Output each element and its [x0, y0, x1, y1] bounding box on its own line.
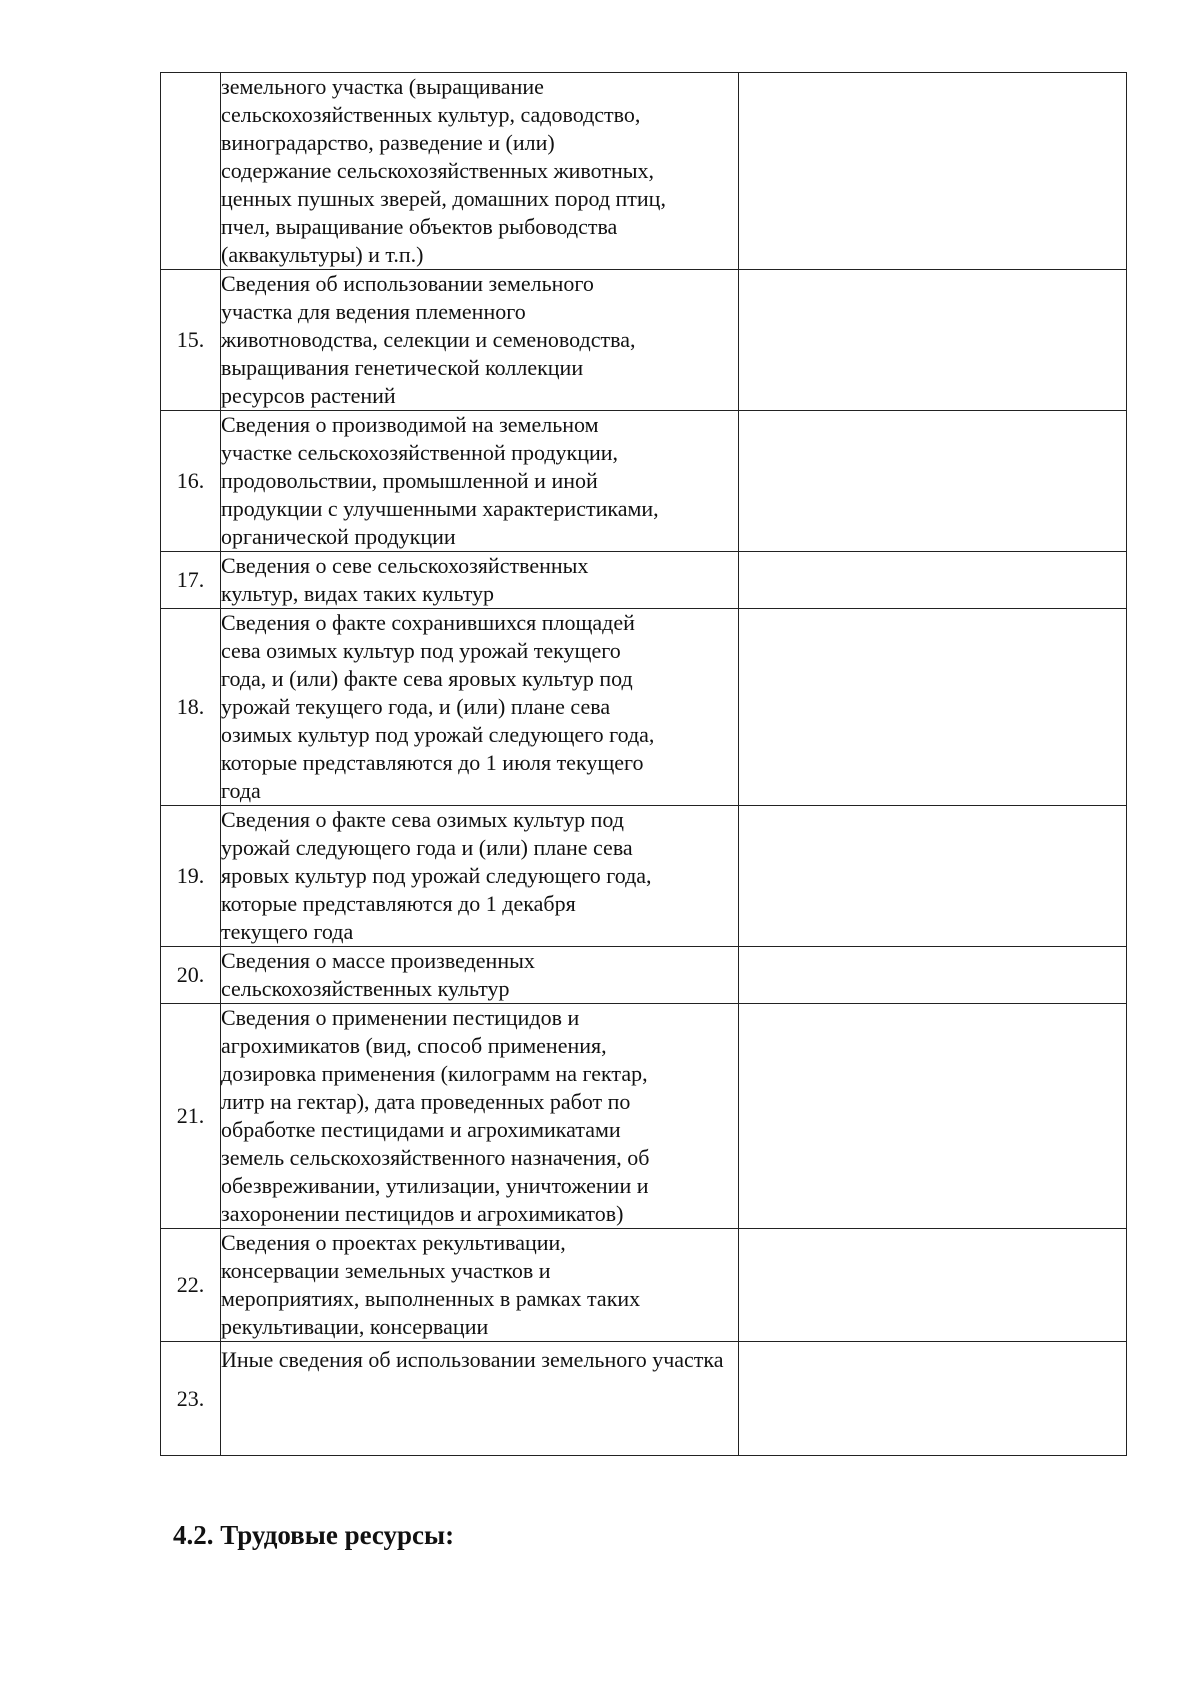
row-number: 22. — [161, 1229, 221, 1342]
description-line: (аквакультуры) и т.п.) — [221, 242, 424, 267]
description-line: рекультивации, консервации — [221, 1314, 489, 1339]
table-row — [161, 270, 1127, 411]
description-line: текущего года — [221, 919, 354, 944]
description-line: участке сельскохозяйственной продукции, — [221, 440, 619, 465]
row-value-cell[interactable] — [739, 1229, 1127, 1342]
row-value-cell[interactable] — [739, 270, 1127, 411]
description-line: года — [221, 778, 261, 803]
row-number: 23. — [161, 1342, 221, 1456]
row-description — [221, 73, 739, 270]
description-line: Сведения о массе произведенных — [221, 948, 535, 973]
land-use-table — [160, 72, 1127, 1456]
description-line: выращивания генетической коллекции — [221, 355, 584, 380]
description-line: литр на гектар), дата проведенных работ по — [221, 1089, 631, 1114]
description-line: обработке пестицидами и агрохимикатами — [221, 1117, 621, 1142]
table-row — [161, 1229, 1127, 1342]
description-line: пчел, выращивание объектов рыбоводства — [221, 214, 618, 239]
row-number: 17. — [161, 552, 221, 609]
table-row — [161, 411, 1127, 552]
section-heading: 4.2. Трудовые ресурсы: — [173, 1520, 455, 1550]
table-row — [161, 947, 1127, 1004]
description-line: земельного участка (выращивание — [221, 74, 544, 99]
description-line: которые представляются до 1 июля текущего — [221, 750, 644, 775]
row-number — [161, 73, 221, 270]
row-description — [221, 1342, 739, 1456]
description-line: продукции с улучшенными характеристиками, — [221, 496, 659, 521]
description-line: виноградарство, разведение и (или) — [221, 130, 555, 155]
description-line: сельскохозяйственных культур, садоводство, — [221, 102, 641, 127]
row-number: 19. — [161, 806, 221, 947]
description-line: Сведения о факте сохранившихся площадей — [221, 610, 635, 635]
row-number: 18. — [161, 609, 221, 806]
description-line: Сведения о применении пестицидов и — [221, 1005, 580, 1030]
description-line: Сведения о проектах рекультивации, — [221, 1230, 566, 1255]
row-description — [221, 609, 739, 806]
description-line: ресурсов растений — [221, 383, 396, 408]
row-value-cell[interactable] — [739, 947, 1127, 1004]
description-line: озимых культур под урожай следующего года, — [221, 722, 655, 747]
description-line: ценных пушных зверей, домашних пород птиц, — [221, 186, 666, 211]
description-line: обезвреживании, утилизации, уничтожении и — [221, 1173, 649, 1198]
description-text: Иные сведения об использовании земельного участка — [221, 1347, 724, 1372]
description-line: дозировка применения (килограмм на гектар, — [221, 1061, 648, 1086]
description-line: Сведения о производимой на земельном — [221, 412, 599, 437]
table-row — [161, 609, 1127, 806]
description-line: Сведения об использовании земельного — [221, 271, 594, 296]
row-number: 20. — [161, 947, 221, 1004]
row-value-cell[interactable] — [739, 552, 1127, 609]
description-line: животноводства, селекции и семеноводства, — [221, 327, 636, 352]
description-line: участка для ведения племенного — [221, 299, 526, 324]
description-line: содержание сельскохозяйственных животных, — [221, 158, 655, 183]
row-description — [221, 947, 739, 1004]
row-description — [221, 806, 739, 947]
table-row — [161, 73, 1127, 270]
description-line: агрохимикатов (вид, способ применения, — [221, 1033, 607, 1058]
row-description — [221, 1229, 739, 1342]
row-value-cell[interactable] — [739, 1004, 1127, 1229]
table-row — [161, 806, 1127, 947]
row-number: 16. — [161, 411, 221, 552]
description-line: которые представляются до 1 декабря — [221, 891, 576, 916]
table-row — [161, 1004, 1127, 1229]
table-row — [161, 552, 1127, 609]
description-line: органической продукции — [221, 524, 456, 549]
row-number: 21. — [161, 1004, 221, 1229]
description-line: урожай текущего года, и (или) плане сева — [221, 694, 611, 719]
description-line: яровых культур под урожай следующего года, — [221, 863, 652, 888]
row-value-cell[interactable] — [739, 806, 1127, 947]
description-line: урожай следующего года и (или) плане сева — [221, 835, 633, 860]
description-line: года, и (или) факте сева яровых культур под — [221, 666, 633, 691]
description-line: земель сельскохозяйственного назначения, об — [221, 1145, 650, 1170]
row-description — [221, 1004, 739, 1229]
description-line: Сведения о факте сева озимых культур под — [221, 807, 624, 832]
description-line: Сведения о севе сельскохозяйственных — [221, 553, 589, 578]
description-line: культур, видах таких культур — [221, 581, 495, 606]
description-line: продовольствии, промышленной и иной — [221, 468, 598, 493]
table-row — [161, 1342, 1127, 1456]
row-value-cell[interactable] — [739, 73, 1127, 270]
row-value-cell[interactable] — [739, 1342, 1127, 1456]
row-number: 15. — [161, 270, 221, 411]
description-line: сева озимых культур под урожай текущего — [221, 638, 621, 663]
row-description — [221, 270, 739, 411]
row-value-cell[interactable] — [739, 411, 1127, 552]
description-line: сельскохозяйственных культур — [221, 976, 510, 1001]
row-description — [221, 411, 739, 552]
row-description — [221, 552, 739, 609]
row-value-cell[interactable] — [739, 609, 1127, 806]
description-line: захоронении пестицидов и агрохимикатов) — [221, 1201, 624, 1226]
description-line: мероприятиях, выполненных в рамках таких — [221, 1286, 641, 1311]
description-line: консервации земельных участков и — [221, 1258, 551, 1283]
